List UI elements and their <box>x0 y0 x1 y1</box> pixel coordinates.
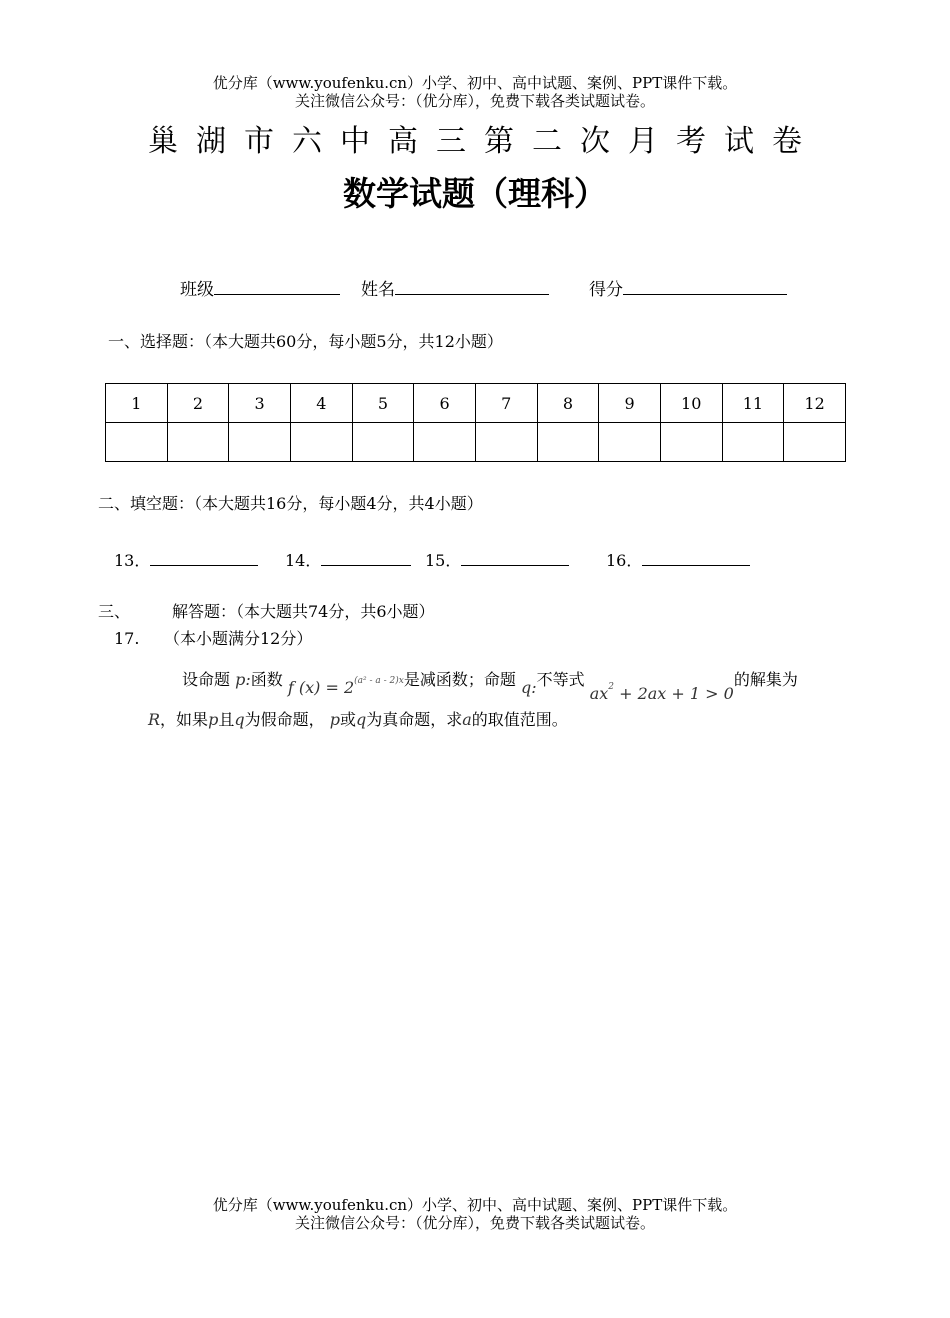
inequality-label: 不等式 <box>536 670 585 689</box>
q17-line-1 <box>182 660 862 703</box>
score-blank[interactable] <box>623 278 787 295</box>
class-label: 班级 <box>180 280 214 300</box>
fx-exponent: (a² - a - 2)x <box>354 676 404 686</box>
answer-cell[interactable] <box>106 423 168 462</box>
answer-number: 10 <box>660 384 722 423</box>
answer-cell[interactable] <box>414 423 476 462</box>
colon: : <box>245 670 251 689</box>
colon-q: : <box>531 678 537 697</box>
q17-points: （本小题满分12分） <box>164 629 313 648</box>
answer-table <box>105 383 846 462</box>
section2-heading: 二、填空题：（本大题共16分，每小题4分，共4小题） <box>98 494 483 513</box>
q17-line-2 <box>148 708 568 732</box>
p-var: p <box>208 710 219 729</box>
class-field <box>180 278 340 301</box>
answer-cell[interactable] <box>599 423 661 462</box>
score-field <box>589 278 787 301</box>
function-label: 函数 <box>250 670 283 689</box>
fill-number: 15． <box>425 551 462 570</box>
decreasing-text: 是减函数；命题 <box>403 670 516 689</box>
answer-cell[interactable] <box>537 423 599 462</box>
p-var-2: p <box>329 710 340 729</box>
subject-title: 数学试题（理科） <box>343 174 607 213</box>
a-var: a <box>462 710 472 729</box>
fill-number: 13． <box>114 551 151 570</box>
header-line-2: 关注微信公众号：（优分库），免费下载各类试题试卷。 <box>294 92 655 110</box>
answer-number: 2 <box>167 384 229 423</box>
proposition-q: q <box>520 678 532 697</box>
answer-cell[interactable] <box>229 423 291 462</box>
fill-item-16 <box>606 549 750 572</box>
proposition-p: p <box>235 670 246 689</box>
ineq-rest: + 2ax + 1 > 0 <box>619 684 734 703</box>
answer-number: 3 <box>229 384 291 423</box>
set-R: R <box>148 710 161 729</box>
fill-number: 16． <box>606 551 643 570</box>
answer-number: 12 <box>784 384 846 423</box>
name-blank[interactable] <box>395 278 549 295</box>
score-label: 得分 <box>589 280 623 300</box>
fill-item-15 <box>425 549 569 572</box>
and-text: 且 <box>218 710 235 729</box>
inequality-expression <box>590 684 734 703</box>
fill-blank[interactable] <box>321 549 411 566</box>
fill-item-13 <box>114 549 258 572</box>
answer-number: 7 <box>475 384 537 423</box>
q-var: q <box>234 710 245 729</box>
answer-cell[interactable] <box>722 423 784 462</box>
class-blank[interactable] <box>214 278 340 295</box>
answer-cell[interactable] <box>660 423 722 462</box>
section3-heading: 解答题：（本大题共74分，共6小题） <box>172 602 435 621</box>
answer-number: 9 <box>599 384 661 423</box>
answer-number: 5 <box>352 384 414 423</box>
or-text: 或 <box>339 710 356 729</box>
answer-cell[interactable] <box>784 423 846 462</box>
solution-set-text: 的解集为 <box>733 670 798 689</box>
footer-line-1: 优分库（www.youfenku.cn）小学、初中、高中试题、案例、PPT课件下载。 <box>212 1196 738 1214</box>
ineq-a: ax <box>589 684 609 703</box>
name-label: 姓名 <box>361 280 395 300</box>
fill-number: 14． <box>285 551 322 570</box>
q-var-2: q <box>355 710 367 729</box>
answer-blank-row <box>106 423 846 462</box>
if-text: ，如果 <box>160 710 209 729</box>
false-text: 为假命题， <box>244 710 325 729</box>
ineq-square: 2 <box>608 682 614 692</box>
q17-number: 17. <box>114 629 140 648</box>
range-text: 的取值范围。 <box>471 710 568 729</box>
header-line-1: 优分库（www.youfenku.cn）小学、初中、高中试题、案例、PPT课件下载。 <box>212 74 738 92</box>
fx-base: f (x) = 2 <box>287 678 355 697</box>
exam-title: 巢湖市六中高三第二次月考试卷 <box>148 124 820 159</box>
answer-number: 1 <box>106 384 168 423</box>
name-field <box>361 278 549 301</box>
answer-number: 8 <box>537 384 599 423</box>
answer-number-row <box>106 384 846 423</box>
fill-blank[interactable] <box>642 549 750 566</box>
q17-text: 设命题 <box>182 670 231 689</box>
answer-number: 6 <box>414 384 476 423</box>
fill-item-14 <box>285 549 411 572</box>
answer-cell[interactable] <box>475 423 537 462</box>
fill-blank[interactable] <box>461 549 569 566</box>
answer-cell[interactable] <box>167 423 229 462</box>
answer-number: 4 <box>290 384 352 423</box>
answer-cell[interactable] <box>290 423 352 462</box>
function-expression <box>288 678 404 697</box>
answer-cell[interactable] <box>352 423 414 462</box>
true-text: 为真命题，求 <box>366 710 463 729</box>
answer-number: 11 <box>722 384 784 423</box>
footer-line-2: 关注微信公众号：（优分库），免费下载各类试题试卷。 <box>294 1214 655 1232</box>
section3-prefix: 三、 <box>98 602 131 621</box>
fill-blank[interactable] <box>150 549 258 566</box>
section1-heading: 一、选择题：（本大题共60分，每小题5分，共12小题） <box>108 332 503 351</box>
